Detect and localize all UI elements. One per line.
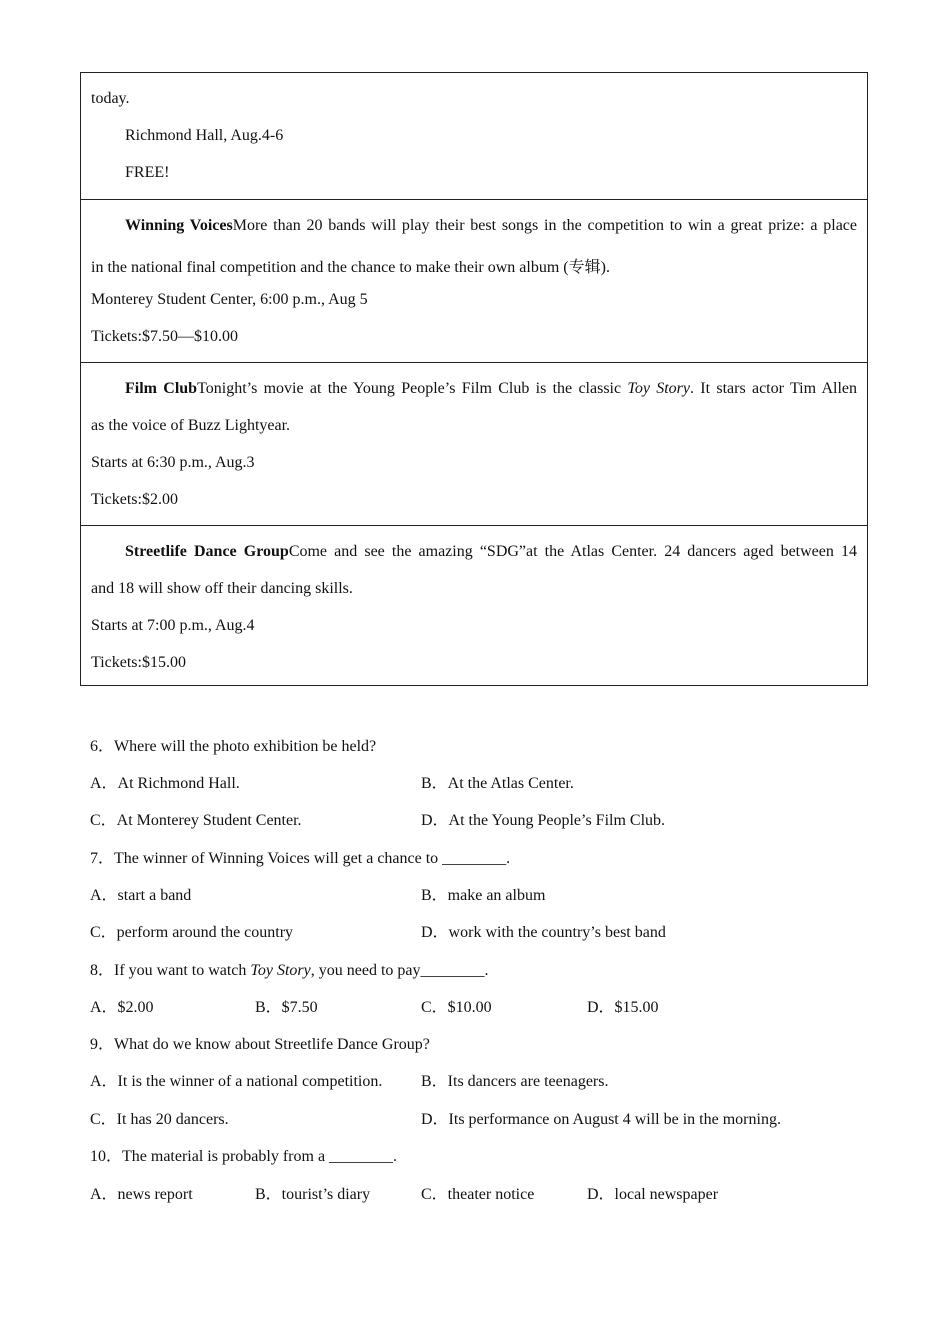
movie-title: Toy Story <box>627 380 690 397</box>
question-stem: 6．Where will the photo exhibition be held? <box>90 738 377 755</box>
question-stem: 7．The winner of Winning Voices will get a chance to ________. <box>90 850 511 867</box>
movie-title: Toy Story <box>250 962 311 979</box>
answer-option: A．$2.00 <box>90 999 154 1016</box>
event-time: Starts at 7:00 p.m., Aug.4 <box>91 617 255 634</box>
event-heading: Winning Voices <box>125 217 233 234</box>
event-description: Come and see the amazing “SDG”at the Atlas Center. 24 dancers aged between 14 <box>288 543 857 560</box>
event-description: More than 20 bands will play their best songs in the competition to win a great prize: a place <box>232 217 858 234</box>
question-stem <box>90 957 488 980</box>
event-heading: Streetlife Dance Group <box>125 543 289 560</box>
event-tickets: Tickets:$7.50—$10.00 <box>91 328 238 345</box>
event-time: Starts at 6:30 p.m., Aug.3 <box>91 454 255 471</box>
event-description-line <box>91 380 857 398</box>
answer-option: A．start a band <box>90 887 192 904</box>
event-heading: Film Club <box>125 380 198 397</box>
answer-option: D．$15.00 <box>587 999 659 1016</box>
answer-option: C．It has 20 dancers. <box>90 1111 229 1128</box>
question-stem: 10．The material is probably from a ________. <box>90 1148 398 1165</box>
answer-option: D．local newspaper <box>587 1186 719 1203</box>
answer-option: C．$10.00 <box>421 999 492 1016</box>
event-description-line <box>91 217 857 235</box>
answer-option: B．make an album <box>421 887 546 904</box>
question-stem: 9．What do we know about Streetlife Dance Group? <box>90 1036 430 1053</box>
answer-option: B．Its dancers are teenagers. <box>421 1073 609 1090</box>
events-table <box>80 72 868 686</box>
answer-option: B．tourist’s diary <box>255 1186 371 1203</box>
event-cell-winning-voices <box>81 199 867 362</box>
answer-option: D．Its performance on August 4 will be in the morning. <box>421 1111 781 1128</box>
answer-option: C．perform around the country <box>90 924 294 941</box>
event-cell-photo-exhibition <box>81 73 867 199</box>
question-stem-text: 8．If you want to watch <box>90 962 251 979</box>
event-venue: Richmond Hall, Aug.4-6 <box>125 127 284 144</box>
event-text-line: today. <box>91 90 130 107</box>
answer-option: D．work with the country’s best band <box>421 924 666 941</box>
event-description-line <box>91 543 857 561</box>
event-price: FREE! <box>125 164 170 181</box>
answer-option: D．At the Young People’s Film Club. <box>421 812 666 829</box>
answer-option: A．At Richmond Hall. <box>90 775 240 792</box>
event-description-line: as the voice of Buzz Lightyear. <box>91 417 291 434</box>
event-description-line: in the national final competition and the chance to make their own album (专辑). <box>91 259 610 276</box>
event-cell-film-club <box>81 362 867 525</box>
event-description: . It stars actor Tim Allen <box>690 380 858 397</box>
answer-option: B．At the Atlas Center. <box>421 775 574 792</box>
answer-option: A．news report <box>90 1186 193 1203</box>
event-tickets: Tickets:$15.00 <box>91 654 186 671</box>
event-cell-streetlife-dance <box>81 525 867 685</box>
answer-option: C．At Monterey Student Center. <box>90 812 302 829</box>
event-tickets: Tickets:$2.00 <box>91 491 178 508</box>
answer-option: C．theater notice <box>421 1186 535 1203</box>
event-description: Tonight’s movie at the Young People’s Film Club is the classic <box>197 380 628 397</box>
answer-option: B．$7.50 <box>255 999 318 1016</box>
event-place: Monterey Student Center, 6:00 p.m., Aug 5 <box>91 291 368 308</box>
event-description-line: and 18 will show off their dancing skills. <box>91 580 353 597</box>
answer-option: A．It is the winner of a national competition. <box>90 1073 383 1090</box>
question-stem-text: , you need to pay________. <box>310 962 489 979</box>
